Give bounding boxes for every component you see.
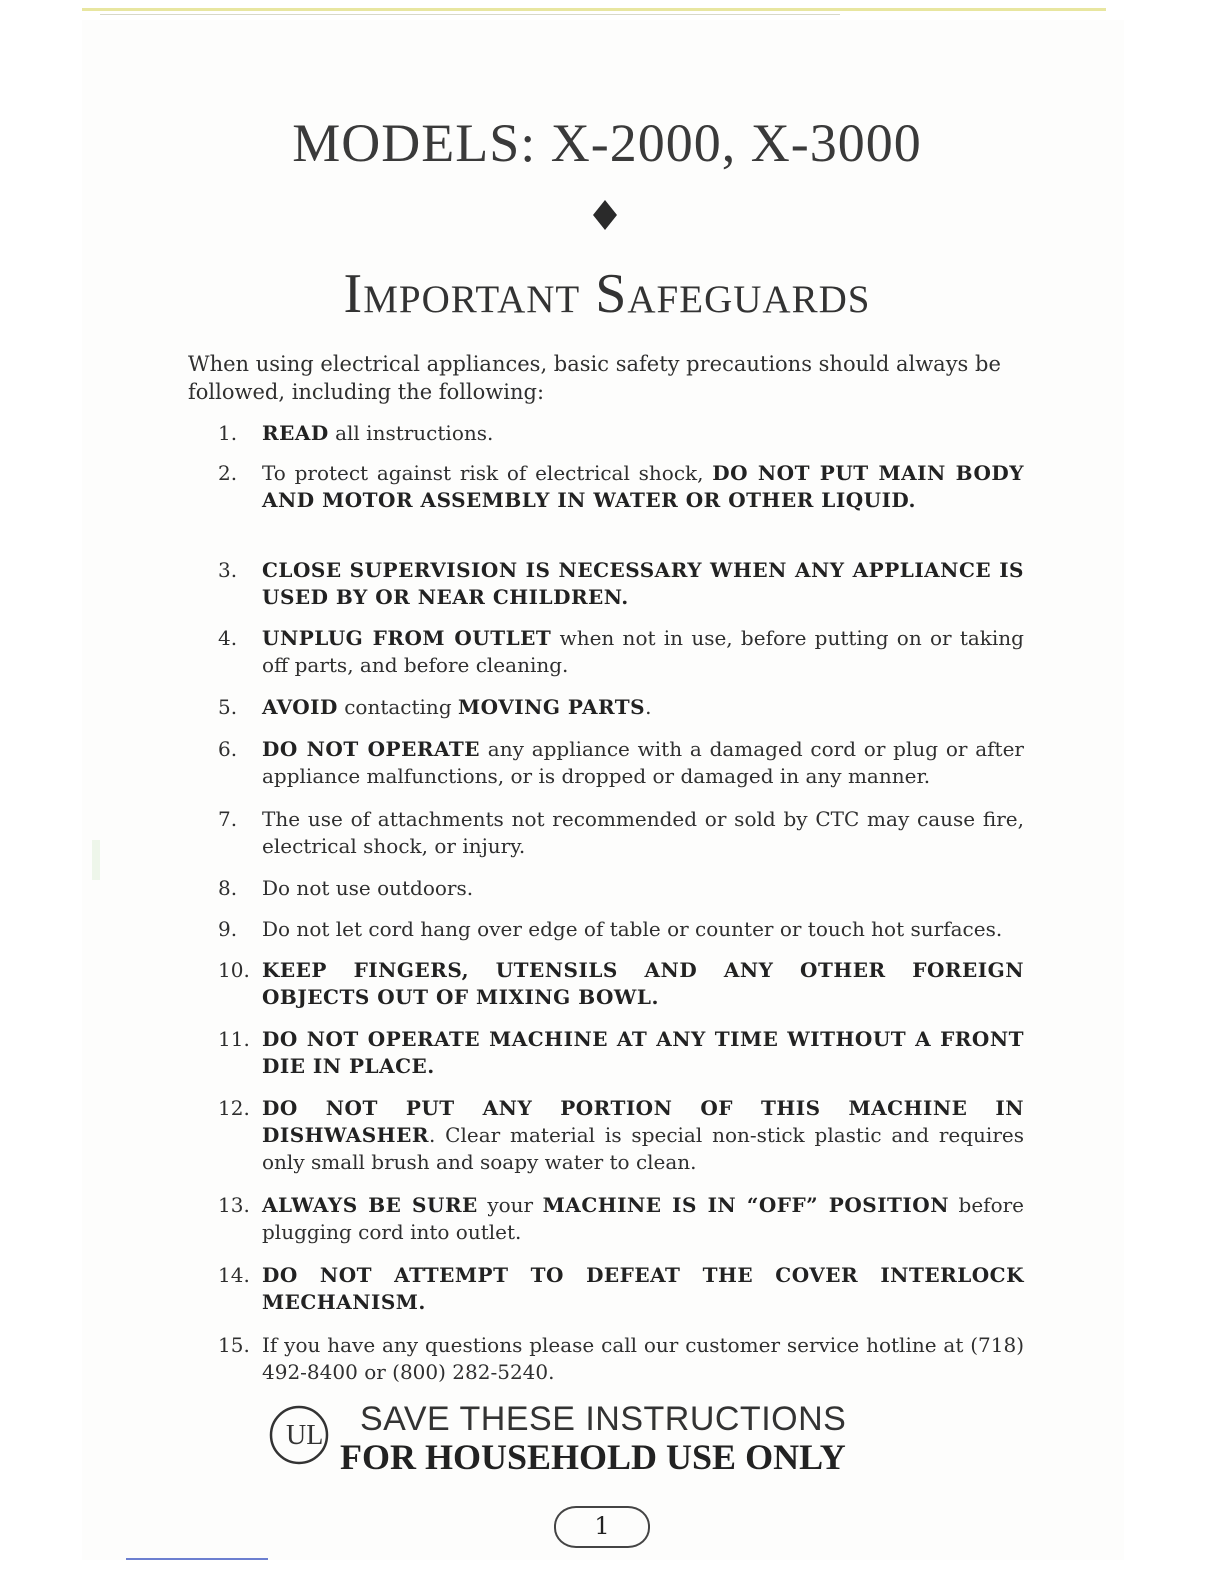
diamond-icon	[593, 200, 617, 230]
emphasis-text: ALWAYS BE SURE	[262, 1193, 478, 1217]
list-item	[218, 1192, 1024, 1246]
emphasis-text: DO NOT OPERATE MACHINE AT ANY TIME WITHOUT A FRONT DIE IN PLACE.	[262, 1027, 1024, 1078]
emphasis-text: UNPLUG FROM OUTLET	[262, 626, 552, 650]
side-mark	[92, 840, 100, 880]
list-item-text	[262, 625, 1024, 679]
list-item-text	[262, 557, 1024, 611]
plain-text: contacting	[337, 695, 458, 719]
bottom-rule	[126, 1558, 268, 1560]
list-item	[218, 1026, 1024, 1080]
list-item-number: 2.	[218, 461, 238, 485]
list-item	[218, 625, 1024, 679]
list-item-text	[262, 460, 1024, 514]
list-item-text	[262, 1026, 1024, 1080]
plain-text: The use of attachments not recommended or sold by CTC may cause fire, electrical shock, or injury.	[262, 807, 1024, 858]
household-use-text: FOR HOUSEHOLD USE ONLY	[340, 1437, 846, 1477]
models-title: MODELS: X-2000, X-3000	[292, 113, 922, 173]
ul-logo-text: UL	[286, 1420, 324, 1451]
list-item	[218, 806, 1024, 860]
list-item-text	[262, 1332, 1024, 1386]
top-rule-secondary	[100, 14, 840, 15]
emphasis-text: DO NOT PUT ANY PORTION OF THIS MACHINE IN DISHWASHER	[262, 1096, 1024, 1147]
list-item-number: 5.	[218, 695, 238, 719]
page-number: 1	[554, 1506, 650, 1548]
emphasis-text: MACHINE IS IN “OFF” POSITION	[542, 1193, 949, 1217]
top-rule	[82, 8, 1106, 11]
list-item-text	[262, 736, 1024, 790]
list-item-text	[262, 1262, 1024, 1316]
list-item-number: 1.	[218, 421, 238, 445]
list-item	[218, 736, 1024, 790]
plain-text: when not in use, before putting on or taking off parts, and before cleaning.	[262, 626, 1024, 677]
plain-text: To protect against risk of electrical shock,	[262, 461, 713, 485]
plain-text: all instructions.	[328, 421, 494, 445]
list-item	[218, 957, 1024, 1011]
emphasis-text: READ	[262, 421, 329, 445]
list-item	[218, 875, 1024, 902]
plain-text: If you have any questions please call our customer service hotline at (718) 492-8400 or (800) 282-5240.	[262, 1333, 1024, 1384]
list-item-text	[262, 420, 1024, 447]
list-item-number: 9.	[218, 917, 238, 941]
list-item-number: 13.	[218, 1193, 250, 1217]
emphasis-text: DO NOT OPERATE	[262, 737, 481, 761]
list-item-text	[262, 1095, 1024, 1176]
emphasis-text: AVOID	[262, 695, 338, 719]
list-item	[218, 1332, 1024, 1386]
list-item-text	[262, 1192, 1024, 1246]
list-item-text	[262, 916, 1024, 943]
list-item-text	[262, 875, 1024, 902]
plain-text: Do not let cord hang over edge of table or counter or touch hot surfaces.	[262, 917, 1003, 941]
list-item-text	[262, 694, 1024, 721]
plain-text: .	[645, 695, 652, 719]
intro-paragraph: When using electrical appliances, basic safety precautions should always be followed, including the following:	[188, 352, 1001, 404]
plain-text: any appliance with a damaged cord or plug or after appliance malfunctions, or is dropped or damaged in any manner.	[262, 737, 1024, 788]
plain-text: Do not use outdoors.	[262, 876, 474, 900]
plain-text: . Clear material is special non-stick plastic and requires only small brush and soapy water to clean.	[262, 1123, 1024, 1174]
list-item-text	[262, 806, 1024, 860]
emphasis-text: CLOSE SUPERVISION IS NECESSARY WHEN ANY APPLIANCE IS USED BY OR NEAR CHILDREN.	[262, 558, 1024, 609]
page-title: Important Safeguards	[343, 263, 871, 325]
emphasis-text: KEEP FINGERS, UTENSILS AND ANY OTHER FOREIGN OBJECTS OUT OF MIXING BOWL.	[262, 958, 1024, 1009]
list-item	[218, 557, 1024, 611]
list-item-number: 8.	[218, 876, 238, 900]
list-item-number: 6.	[218, 737, 238, 761]
list-item-number: 14.	[218, 1263, 250, 1287]
list-item-number: 10.	[218, 958, 250, 982]
list-item-number: 7.	[218, 807, 238, 831]
save-instructions-text: SAVE THESE INSTRUCTIONS	[360, 1400, 847, 1438]
list-item-number: 15.	[218, 1333, 250, 1357]
ul-logo-icon	[268, 1404, 330, 1466]
list-item	[218, 916, 1024, 943]
emphasis-text: DO NOT ATTEMPT TO DEFEAT THE COVER INTERLOCK MECHANISM.	[262, 1263, 1024, 1314]
list-item	[218, 420, 1024, 447]
emphasis-text: MOVING PARTS	[457, 695, 646, 719]
list-item	[218, 1095, 1024, 1176]
list-item	[218, 694, 1024, 721]
page-sheet	[82, 20, 1124, 1560]
plain-text: your	[477, 1193, 543, 1217]
list-item-number: 11.	[218, 1027, 250, 1051]
list-item	[218, 460, 1024, 514]
list-item-text	[262, 957, 1024, 1011]
list-item-number: 12.	[218, 1096, 250, 1120]
list-item	[218, 1262, 1024, 1316]
emphasis-text: DO NOT PUT MAIN BODY AND MOTOR ASSEMBLY IN WATER OR OTHER LIQUID.	[262, 461, 1024, 512]
plain-text: before plugging cord into outlet.	[262, 1193, 1025, 1244]
list-item-number: 4.	[218, 626, 238, 650]
list-item-number: 3.	[218, 558, 238, 582]
